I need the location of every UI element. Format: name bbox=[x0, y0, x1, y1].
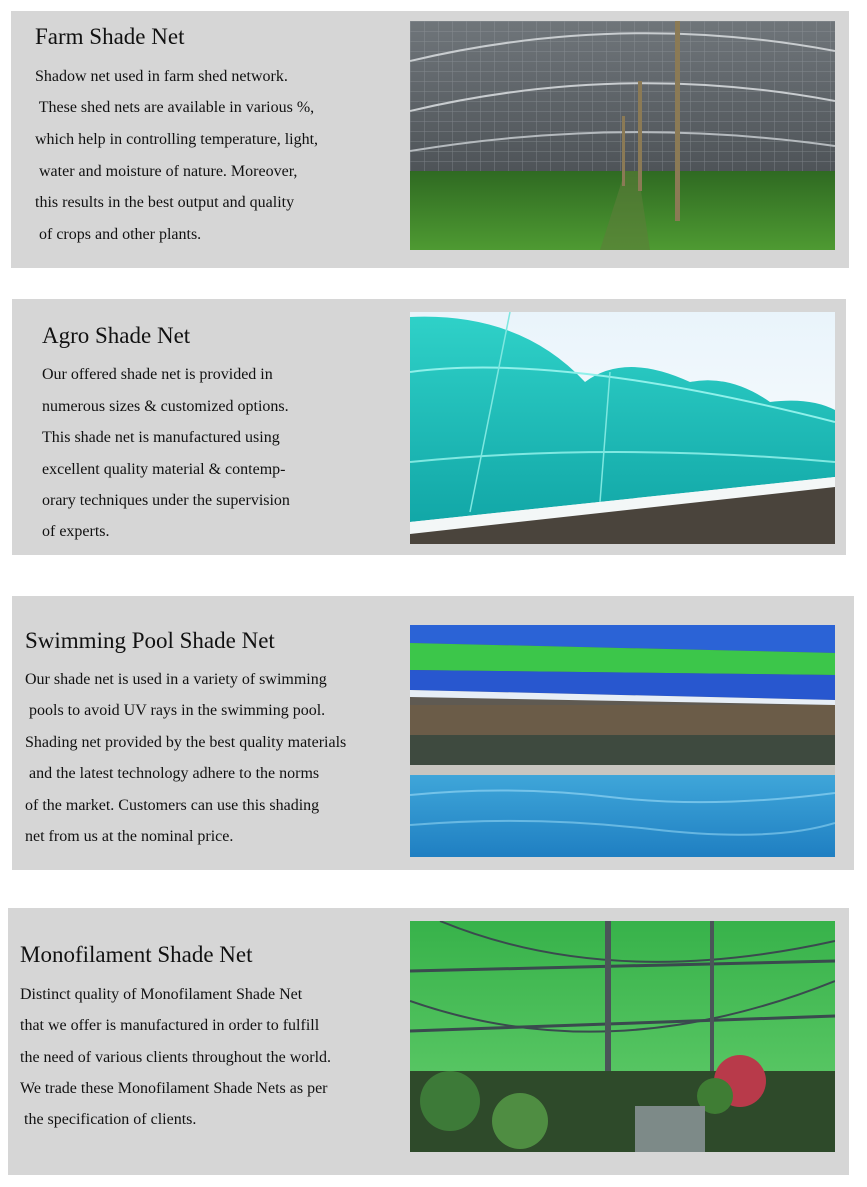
description-line: This shade net is manufactured using bbox=[42, 429, 280, 446]
description-line: orary techniques under the supervision bbox=[42, 492, 290, 509]
description-line: Shading net provided by the best quality materials bbox=[25, 734, 347, 751]
description-line: and the latest technology adhere to the norms bbox=[25, 765, 320, 782]
greenhouse-black-shade-net-photo bbox=[410, 21, 835, 250]
section-title: Monofilament Shade Net bbox=[20, 942, 253, 967]
description-line: this results in the best output and quality bbox=[35, 194, 295, 211]
description-line: numerous sizes & customized options. bbox=[42, 398, 289, 415]
description-line: pools to avoid UV rays in the swimming pool. bbox=[25, 702, 326, 719]
description-line: that we offer is manufactured in order to fulfill bbox=[20, 1017, 320, 1034]
description-line: Our offered shade net is provided in bbox=[42, 366, 273, 383]
section-title: Farm Shade Net bbox=[35, 24, 185, 49]
section-title: Swimming Pool Shade Net bbox=[25, 628, 275, 653]
description-line: We trade these Monofilament Shade Nets as per bbox=[20, 1080, 328, 1097]
swimming-pool-shade-net-photo bbox=[410, 625, 835, 857]
description-line: of crops and other plants. bbox=[35, 226, 202, 243]
description-line: the specification of clients. bbox=[20, 1111, 197, 1128]
section-title: Agro Shade Net bbox=[42, 323, 191, 348]
description-line: excellent quality material & contemp- bbox=[42, 461, 286, 478]
description-line: the need of various clients throughout the world. bbox=[20, 1049, 332, 1066]
description-line: water and moisture of nature. Moreover, bbox=[35, 163, 298, 180]
description-line: Our shade net is used in a variety of swimming bbox=[25, 671, 327, 688]
description-line: of the market. Customers can use this shading bbox=[25, 797, 320, 814]
description-line: These shed nets are available in various %, bbox=[35, 99, 315, 116]
description-line: of experts. bbox=[42, 523, 110, 540]
nursery-green-shade-net-photo bbox=[410, 921, 835, 1152]
description-line: net from us at the nominal price. bbox=[25, 828, 234, 845]
description-line: Shadow net used in farm shed network. bbox=[35, 68, 288, 85]
description-line: which help in controlling temperature, light, bbox=[35, 131, 319, 148]
green-tunnel-shade-net-photo bbox=[410, 312, 835, 544]
description-line: Distinct quality of Monofilament Shade Net bbox=[20, 986, 303, 1003]
